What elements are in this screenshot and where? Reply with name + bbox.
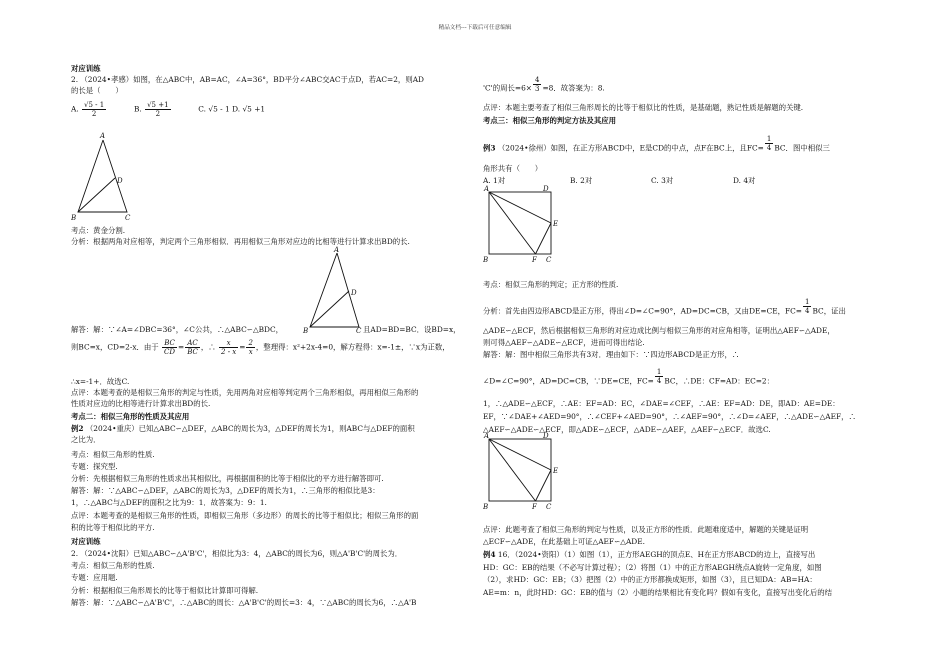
option-a-denominator: 2 [91, 110, 97, 118]
sq2-label-c: C [546, 503, 552, 511]
frac-num: BC [162, 339, 177, 348]
option-a: A. 1对 [483, 176, 506, 185]
answer-4-text: =8．故答案为：8. [542, 83, 605, 93]
answer-1-line1: 解答：解：∵∠A=∠DBC=36°，∠C公共，∴△ABC∽△BDC， [71, 325, 284, 334]
fraction-4-3 [533, 76, 541, 93]
example-4-line2: HD：GC：EB的结果（不必写计算过程）；（2）将图（1）中的正方形AEGH绕点A旋转一定角度，如图 [483, 563, 822, 572]
frac-den: 2 - x [221, 348, 237, 356]
answer-1-text: ，∴ [200, 342, 216, 352]
frac-num: 4 [534, 76, 540, 84]
triangle-figure-2 [301, 245, 381, 335]
fraction-bc-cd [162, 339, 177, 356]
answer-1-line1-tail: 且AD=BD=BC．设BD=x， [363, 325, 461, 334]
frac-den: 4 [805, 307, 810, 315]
knowledge-point-3: 考点：相似三角形的性质. [71, 450, 155, 459]
option-c: C. 3对 [651, 176, 674, 185]
frac-den: 4 [766, 144, 772, 152]
topic-4: 专题：应用题. [71, 573, 118, 582]
sq1-label-b: B [483, 256, 489, 264]
comment-5b: △ECF∽△ADE，在此基础上可证△AEF∽△ADE. [483, 537, 645, 546]
option-row [71, 101, 265, 118]
page-header: 精品文档---下载后可任意编辑 [438, 25, 512, 31]
square-figure-1 [483, 184, 563, 264]
example-2 [71, 423, 415, 434]
frac-den: BC [187, 348, 198, 356]
answer-3b: 1，∴△ABC与△DEF的面积之比为9：1．故答案为：9：1. [71, 498, 267, 507]
question-2: 2. （2024•孝感）如图，在△ABC中，AB=AC，∠A=36°，BD平分∠ABC交AC于点D，若AC=2，则AD [71, 75, 424, 84]
sq1-label-d: D [543, 185, 549, 193]
triangle-figure-1 [71, 130, 146, 222]
fraction-x [219, 339, 238, 356]
question-2b: 2. （2024•沈阳）已知△ABC∽△A'B'C'，相似比为3：4，△ABC的周长为6，则△A'B'C'的周长为． [71, 549, 403, 558]
example-4-label: 例4 [483, 550, 496, 559]
answer-5d: EF，∵∠DAE+∠AED=90°，∴∠CEF+∠AED=90°，∴∠AEF=90°，∴∠D=∠AEF，∴△ADE∽△AEF，∴ [483, 412, 856, 421]
fraction-1-4 [803, 298, 811, 315]
answer-1-line3: ∴x=-1+．故选C. [71, 377, 130, 386]
answer-5-text: ∠D=∠C=90°，AD=DC=CB，∵DE=CE，FC= [483, 376, 654, 386]
option-d-value: √5 +1 [242, 104, 266, 114]
tri1-label-c: C [125, 214, 131, 222]
analysis-5-text: 分析：首先由四边形ABCD是正方形，得出∠D=∠C=90°，AD=DC=CB，又由DE=CE，FC= [483, 306, 802, 316]
option-b: B. 2对 [570, 176, 593, 185]
option-c-label: C. [198, 104, 207, 114]
fraction-1-4 [655, 368, 663, 385]
sq1-label-c: C [546, 256, 552, 264]
option-a-label: A. [71, 104, 79, 114]
example-3-label: 例3 [483, 143, 496, 153]
option-a-fraction [82, 101, 106, 118]
answer-1-text: ，整理得：x²+2x-4=0，解方程得：x=-1±，∵x为正数， [255, 342, 450, 352]
square-figure-2 [483, 431, 563, 513]
answer-5e: △AEF∽△ADE∽△ECF，即△ADE∽△ECF，△ADE∽△AEF，△AEF∽△ECF．故选C. [483, 425, 771, 434]
option-d: D. 4对 [733, 176, 756, 185]
option-d-label: D. [232, 104, 241, 114]
option-b-fraction [145, 101, 170, 118]
example-2-text: （2024•重庆）已知△ABC∽△DEF，△ABC的周长为3，△DEF的周长为1，则ABC与△DEF的面积 [85, 424, 415, 433]
example-4 [483, 549, 815, 560]
frac-den: x [248, 348, 253, 356]
tri2-label-d: D [351, 289, 357, 297]
knowledge-point-4: 考点：相似三角形的性质. [71, 561, 155, 570]
knowledge-point-5: 考点：相似三角形的判定；正方形的性质. [483, 280, 619, 289]
fraction-1-4 [765, 135, 773, 152]
topic-3: 专题：探究型. [71, 462, 118, 471]
example-3-text: BC．图中相似三 [774, 143, 830, 153]
section-title-training-2: 对应训练 [71, 537, 101, 546]
tri2-label-a: A [334, 246, 340, 254]
fraction-2-x [246, 339, 254, 356]
comment-1b: 性质对应边的比相等进行计算求出BD的长. [71, 399, 211, 408]
tri2-label-b: B [303, 327, 309, 335]
equals-sign: = [178, 342, 185, 352]
sq1-label-e: E [553, 220, 559, 228]
example-4-text: 16．（2024•资阳）（1）如图（1），正方形AEGH的顶点E、H在正方形ABCD的边上，直接写出 [497, 550, 816, 559]
sq2-label-e: E [553, 467, 559, 475]
section-title-training: 对应训练 [71, 64, 101, 73]
answer-5c: 1，∴△ADE∽△ECF，∴AE：EF=AD：EC，∠DAE=∠CEF，∴AE：EF=AD：DE，即AD：AE=DE： [483, 399, 840, 408]
frac-num: 1 [805, 298, 810, 306]
option-b-denominator: 2 [155, 110, 161, 118]
fraction-ac-bc [185, 339, 200, 356]
option-c-value: √5 - 1 [208, 104, 230, 114]
frac-den: 3 [534, 85, 540, 93]
answer-4: 解答：解：∵△ABC∽△A'B'C'，∴△ABC的周长：△A'B'C'的周长=3：4，∵△ABC的周长为6，∴△A'B [71, 598, 417, 607]
sq1-label-f: F [532, 256, 537, 264]
analysis-5-text: BC，证出 [812, 306, 846, 316]
sq2-label-f: F [532, 503, 537, 511]
question-2-cont: 的长是（ ） [71, 86, 123, 95]
frac-num: 1 [766, 135, 772, 143]
comment-3b: 积的比等于相似比的平方. [71, 523, 155, 532]
answer-5a: 解答：解：图中相似三角形共有3对．理由如下：∵四边形ABCD是正方形，∴ [483, 350, 740, 359]
frac-den: CD [164, 348, 176, 356]
sq2-label-a: A [484, 432, 490, 440]
option-b-numerator: √5 +1 [147, 101, 169, 109]
example-3 [483, 135, 830, 157]
answer-4-cont [483, 76, 605, 97]
answer-4-text: 'C'的周长=6× [483, 83, 532, 93]
sq1-label-a: A [484, 185, 490, 193]
example-4-line3: （2），求HD：GC：EB；（3）把图（2）中的正方形都换成矩形，如图（3），且已知DA：AB=HA： [483, 575, 817, 584]
kd2-title: 考点二：相似三角形的性质及其应用 [71, 412, 190, 421]
comment-4: 点评：本题主要考查了相似三角形周长的比等于相似比的性质，是基础题，熟记性质是解题的关键. [483, 103, 804, 112]
sq2-label-d: D [543, 432, 549, 440]
option-b-label: B. [133, 104, 142, 114]
example-2-label: 例2 [71, 424, 84, 433]
answer-1-line2 [71, 339, 450, 356]
frac-num: AC [185, 339, 200, 348]
example-4-line4: AE=m：n，此时HD：GC：EB的值与（2）小题的结果相比有变化吗？假如有变化，直接写出变化后的结 [483, 588, 832, 597]
knowledge-point-1: 考点：黄金分割. [71, 226, 126, 235]
frac-num: 1 [656, 368, 662, 376]
example-2-cont: 之比为． [71, 435, 101, 444]
equals-sign: = [239, 342, 246, 352]
frac-num: x [219, 339, 238, 348]
option-a-numerator: √5 - 1 [84, 101, 105, 109]
analysis-3: 分析：先根据相似三角形的性质求出其相似比，再根据面积的比等于相似比的平方进行解答即可. [71, 474, 384, 483]
analysis-5 [483, 298, 846, 320]
sq2-label-b: B [483, 503, 489, 511]
comment-1a: 点评：本题考查的是相似三角形的判定与性质，先用两角对应相等判定两个三角形相似，再用相似三角形的 [71, 388, 419, 397]
comment-3a: 点评：本题考查的是相似三角形的性质，即相似三角形（多边形）的周长的比等于相似比；相似三角形的面 [71, 511, 419, 520]
tri1-label-b: B [71, 214, 77, 222]
tri1-label-a: A [100, 132, 106, 140]
frac-num: 2 [248, 339, 253, 347]
frac-den: 4 [656, 377, 662, 385]
answer-5-text: BC，∴DE：CF=AD：EC=2： [664, 376, 775, 386]
comment-5a: 点评：此题考查了相似三角形的判定与性质，以及正方形的性质．此题难度适中，解题的关键是证明 [483, 525, 809, 534]
answer-5b [483, 368, 775, 390]
analysis-4: 分析：根据相似三角形周长的比等于相似比计算即可得解. [71, 586, 259, 595]
example-3-cont: 角形共有（ ） [483, 164, 543, 173]
analysis-5b: △ADE∽△ECF，然后根据相似三角形的对应边成比例与相似三角形的对应角相等，证明出△AEF∽△ADE， [483, 326, 835, 335]
analysis-1: 分析：根据两角对应相等，判定两个三角形相似．再用相似三角形对应边的比相等进行计算求出BD的长. [71, 237, 410, 246]
answer-3a: 解答：解：∵△ABC∽△DEF，△ABC的周长为3，△DEF的周长为1，∴三角形的相似比是3： [71, 486, 380, 495]
tri1-label-d: D [117, 177, 123, 185]
tri2-label-c: C [356, 327, 362, 335]
analysis-5c: 则可得△AEF∽△ADE∽△ECF，进而可得出结论. [483, 338, 645, 347]
example-3-text: （2024•徐州）如图，在正方形ABCD中，E是CD的中点，点F在BC上，且FC= [497, 143, 764, 153]
kd3-title: 考点三：相似三角形的判定方法及其应用 [483, 116, 617, 125]
answer-1-text: 则BC=x，CD=2-x．由于 [71, 342, 159, 352]
